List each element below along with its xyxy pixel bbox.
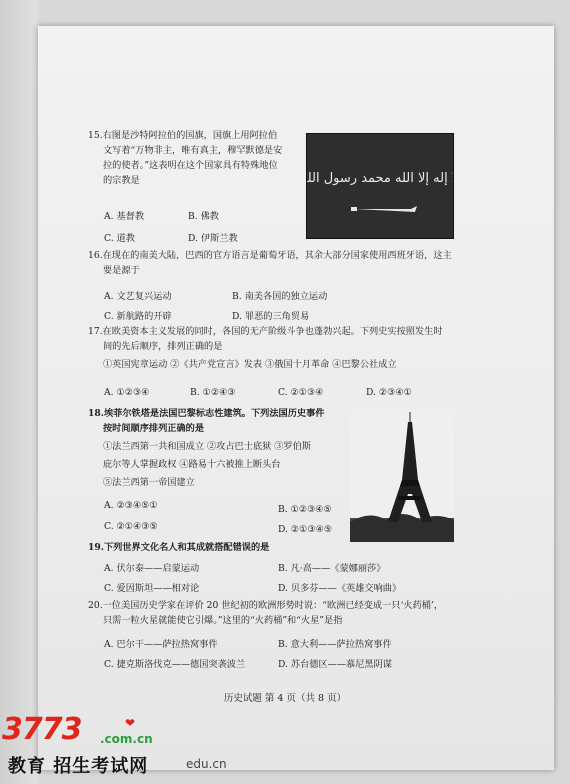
question-text: 18.埃菲尔铁塔是法国巴黎标志性建筑。下列法国历史事件 [88,408,325,419]
question-text: 只需一粒火星就能使它引爆。”这里的“火药桶”和“火星”是指 [103,615,343,626]
option-d: D. 贝多芬——《英雄交响曲》 [278,583,402,594]
option-c: C. 新航路的开辟 [104,311,172,322]
option-c: C. ②①④③⑤ [104,521,158,532]
question-text: 间的先后顺序，排列正确的是 [103,341,223,352]
flag-icon [307,134,453,238]
option-c: C. 道教 [104,233,135,244]
option-b: B. ①②④③ [190,387,236,398]
eiffel-tower-image [350,410,454,542]
option-a: A. 文艺复兴运动 [104,291,172,302]
option-c: C. 捷克斯洛伐克——德国突袭波兰 [104,659,246,670]
option-a: A. ①②③④ [104,387,150,398]
option-b: B. 南美各国的独立运动 [232,291,328,302]
option-a: A. 巴尔干——萨拉热窝事件 [104,639,218,650]
option-b: B. ①②③④⑤ [278,504,332,515]
question-text: 文写着“万物非主，唯有真主，穆罕默德是安 [103,145,283,156]
question-text: ⑤法兰西第一帝国建立 [103,477,195,488]
question-text: 17.在欧美资本主义发展的同时，各国的无产阶级斗争也蓬勃兴起。下列史实按照发生时 [88,326,443,337]
heart-icon: ❤ [125,716,136,730]
option-d: D. 苏台德区——慕尼黑阴谋 [278,659,392,670]
question-17 [88,324,443,372]
option-d: D. ②③④① [366,387,412,398]
option-c: C. ②①③④ [278,387,324,398]
logo-subtitle: 教育 招生考试网 [8,756,149,777]
question-text: ①英国宪章运动 ②《共产党宣言》发表 ③俄国十月革命 ④巴黎公社成立 [103,359,397,370]
question-text: 按时间顺序排列正确的是 [103,423,205,434]
question-18 [88,406,324,490]
shahada-text: لا إله إلا الله محمد رسول الله [307,171,453,186]
eiffel-tower-icon [350,410,454,542]
logo-url: edu.cn [186,757,227,771]
question-20 [88,598,443,628]
option-a: A. 基督教 [104,211,145,222]
question-text: 要是源于 [103,265,140,276]
option-c: C. 爱因斯坦——相对论 [104,583,200,594]
saudi-flag-image [306,133,454,239]
question-text: 的宗教是 [103,175,140,186]
option-d: D. 伊斯兰教 [188,233,238,244]
question-text: 15.右图是沙特阿拉伯的国旗，国旗上用阿拉伯 [88,130,278,141]
option-a: A. ②③④⑤① [104,500,158,511]
question-text: ①法兰西第一共和国成立 ②攻占巴士底狱 ③罗伯斯 [103,441,311,452]
option-d: D. 罪恶的三角贸易 [232,311,310,322]
question-text: 拉的使者。”这表明在这个国家具有特殊地位 [103,160,278,171]
option-b: B. 意大利——萨拉热窝事件 [278,639,392,650]
question-text: 16.在现在的南美大陆，巴西的官方语言是葡萄牙语，其余大部分国家使用西班牙语，这主 [88,250,452,261]
page-footer: 历史试题 第 4 页（共 8 页） [223,693,347,704]
option-d: D. ②①③④⑤ [278,524,333,535]
question-15 [88,128,282,188]
scan-edge [0,0,38,784]
option-b: B. 凡·高——《蒙娜丽莎》 [278,563,386,574]
question-16 [88,248,452,278]
question-text: 庇尔等人掌握政权 ④路易十六被推上断头台 [103,459,281,470]
question-text: 20.一位美国历史学家在评价 20 世纪初的欧洲形势时说：“欧洲已经变成一只‘火药桶’， [88,600,444,611]
option-a: A. 伏尔泰——启蒙运动 [104,563,200,574]
option-b: B. 佛教 [188,211,219,222]
question-19 [88,540,269,555]
logo-domain: .com.cn [100,732,153,746]
question-text: 19.下列世界文化名人和其成就搭配错误的是 [88,542,270,553]
site-logo: 3773 [2,712,82,747]
